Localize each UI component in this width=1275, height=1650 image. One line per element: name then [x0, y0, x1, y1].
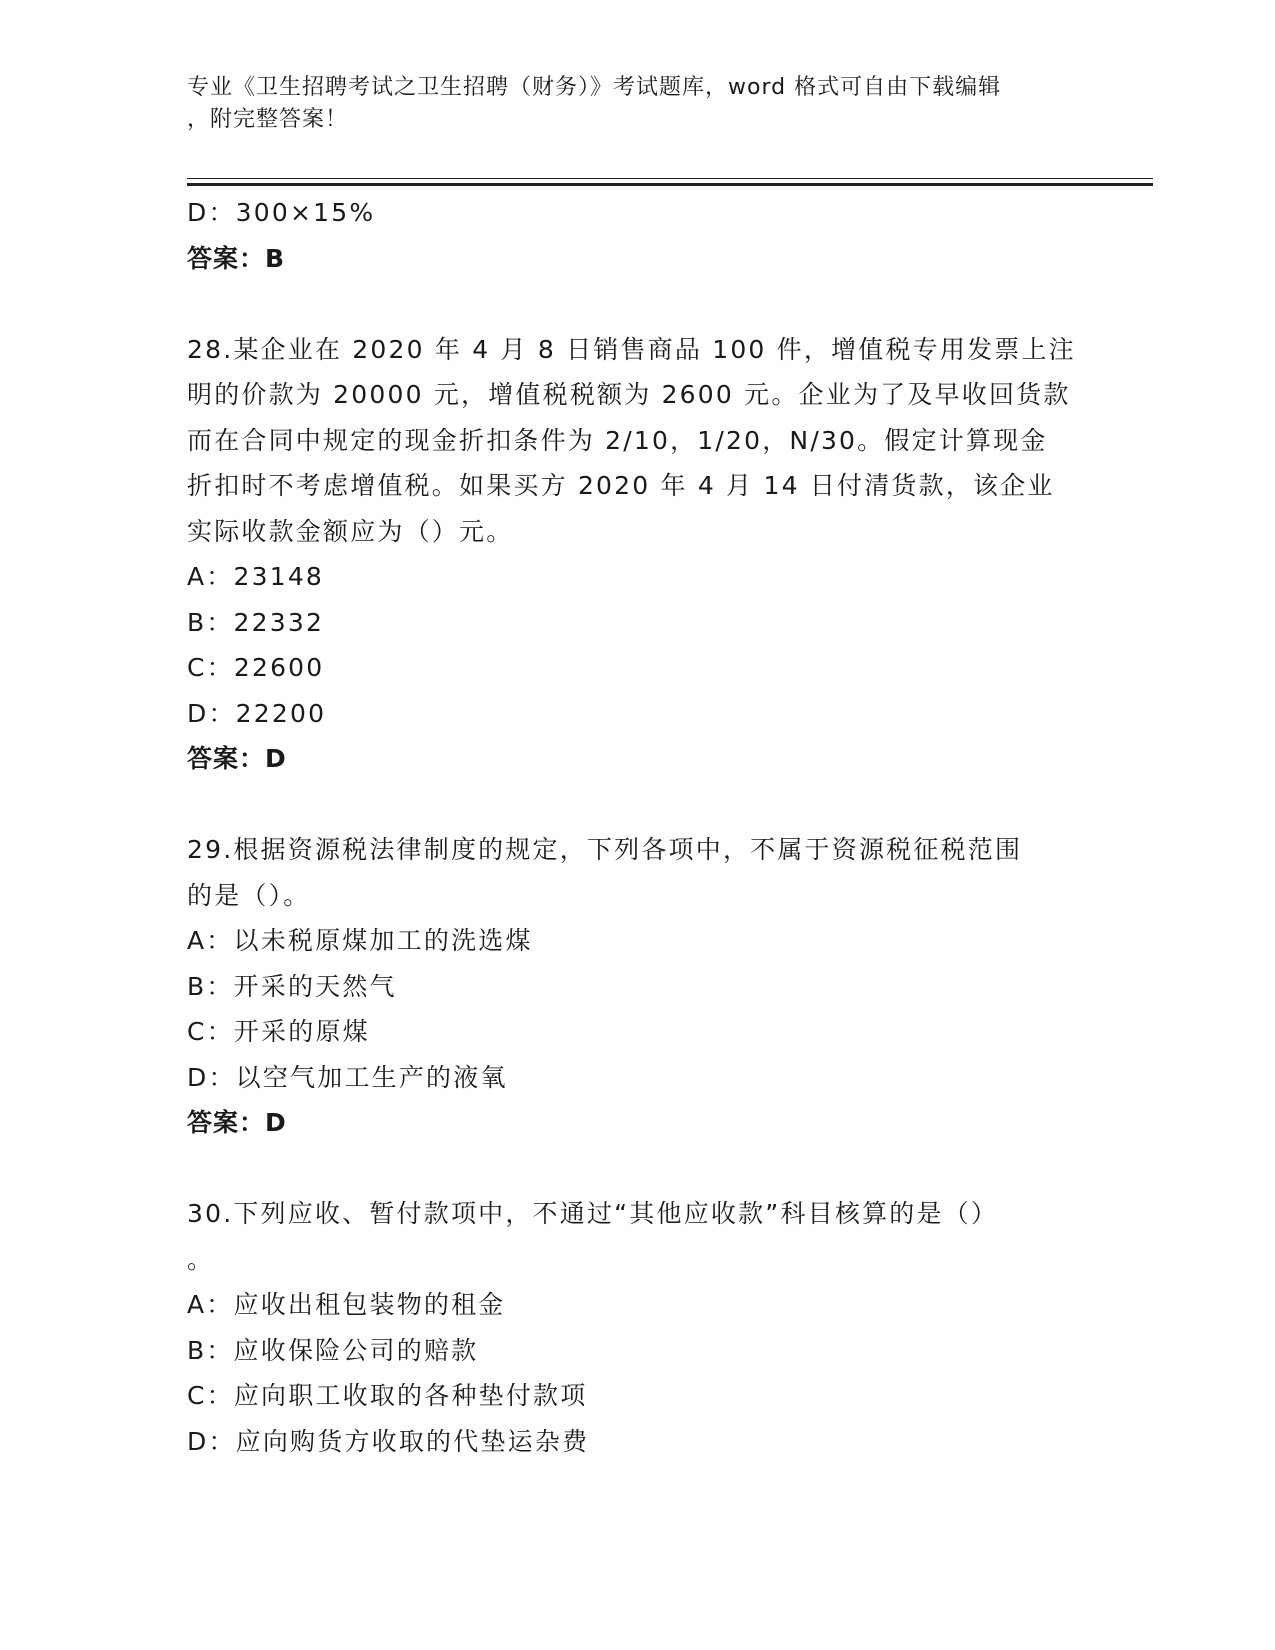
- header-divider: [187, 183, 1153, 186]
- question-stem: 而在合同中规定的现金折扣条件为 2/10，1/20，N/30。假定计算现金: [187, 425, 1048, 455]
- option-d: D：22200: [187, 698, 327, 728]
- option-c: C：应向职工收取的各种垫付款项: [187, 1381, 588, 1410]
- page-header: [187, 72, 1067, 136]
- answer: 答案：B: [187, 243, 286, 273]
- header-line: ，附完整答案！: [187, 107, 349, 132]
- question-28: [187, 327, 1087, 782]
- option-b: B：应收保险公司的赔款: [187, 1335, 479, 1365]
- option-a: A：以未税原煤加工的洗选煤: [187, 926, 533, 955]
- option-a: A：23148: [187, 562, 325, 591]
- option-b: B：开采的天然气: [187, 971, 397, 1001]
- question-stem: 30.下列应收、暂付款项中，不通过“其他应收款”科目核算的是（）: [187, 1199, 999, 1228]
- question-stem: 明的价款为 20000 元，增值税税额为 2600 元。企业为了及早收回货款: [187, 380, 1071, 409]
- option-a: A：应收出租包装物的租金: [187, 1290, 506, 1319]
- previous-question-tail: [187, 190, 1087, 281]
- answer: 答案：D: [187, 1108, 287, 1137]
- question-stem: 28.某企业在 2020 年 4 月 8 日销售商品 100 件，增值税专用发票上注: [187, 334, 1076, 364]
- option-c: C：22600: [187, 653, 325, 682]
- option-d: D：以空气加工生产的液氧: [187, 1062, 508, 1092]
- header-divider: [187, 178, 1153, 179]
- question-stem: 实际收款金额应为（）元。: [187, 516, 514, 546]
- page-content: [187, 190, 1087, 1464]
- question-30: [187, 1191, 1087, 1464]
- option-d: D：应向购货方收取的代垫运杂费: [187, 1426, 590, 1456]
- question-stem: 。: [187, 1244, 215, 1274]
- question-stem: 的是（）。: [187, 880, 311, 910]
- option-c: C：开采的原煤: [187, 1017, 370, 1046]
- question-29: [187, 827, 1087, 1146]
- question-stem: 折扣时不考虑增值税。如果买方 2020 年 4 月 14 日付清货款，该企业: [187, 471, 1055, 500]
- header-line: 专业《卫生招聘考试之卫生招聘（财务）》考试题库，word 格式可自由下载编辑: [187, 75, 1002, 100]
- answer: 答案：D: [187, 744, 287, 773]
- option-b: B：22332: [187, 607, 325, 637]
- question-stem: 29.根据资源税法律制度的规定，下列各项中，不属于资源税征税范围: [187, 835, 1023, 864]
- option-d: D：300×15%: [187, 198, 376, 227]
